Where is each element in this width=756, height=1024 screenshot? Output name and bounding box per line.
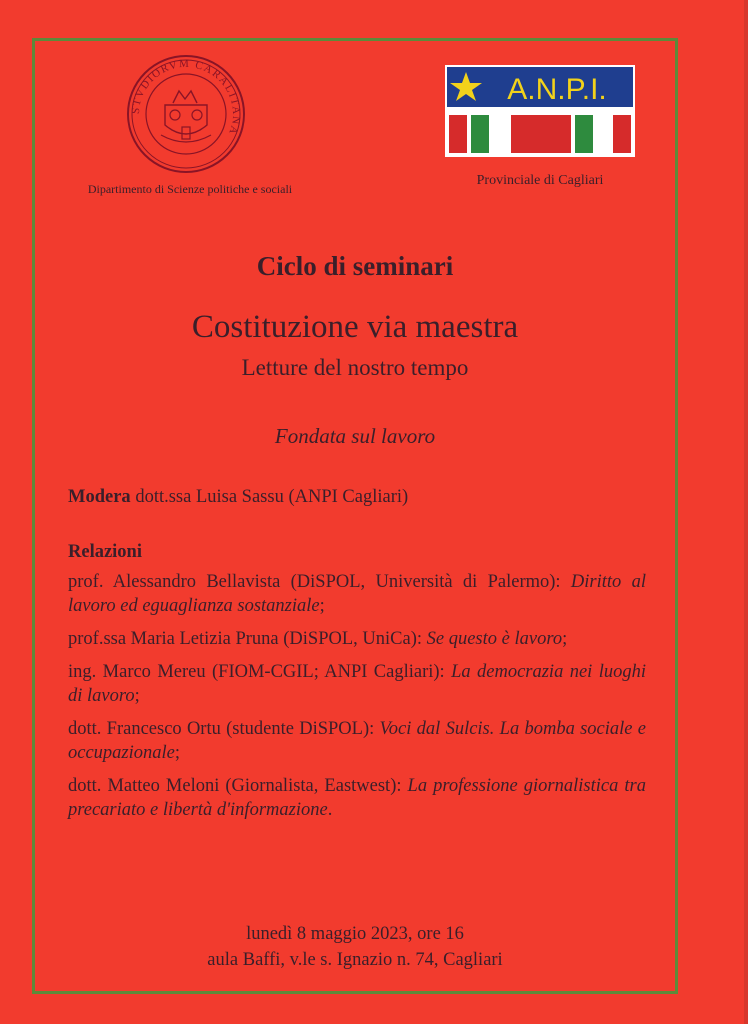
talk-title: Se questo è lavoro: [426, 629, 563, 649]
speakers-list: [68, 570, 646, 831]
anpi-section-label: Provinciale di Cagliari: [476, 173, 604, 188]
event-subtitle: Letture del nostro tempo: [241, 355, 469, 380]
speaker-name: dott. Francesco Ortu (studente DiSPOL):: [68, 719, 380, 739]
talk-title: Diritto al lavoro ed eguaglianza sostanziale: [68, 572, 646, 616]
department-label: Dipartimento di Scienze politiche e sociali: [87, 182, 293, 196]
right-edge-strip: [744, 0, 756, 1024]
anpi-logo-text: A.N.P.I.: [507, 73, 607, 106]
talk-title: La democrazia nei luoghi di lavoro: [68, 662, 646, 706]
seal-text: STVDIORVM CARALITANA: [129, 57, 243, 138]
speaker-name: prof. Alessandro Bellavista (DiSPOL, Università di Palermo):: [68, 572, 571, 592]
event-venue: aula Baffi, v.le s. Ignazio n. 74, Cagliari: [207, 950, 503, 970]
list-item: [68, 627, 646, 651]
anpi-logo: [445, 65, 635, 157]
poster-frame: [32, 38, 678, 994]
moderator-name: dott.ssa Luisa Sassu (ANPI Cagliari): [130, 487, 409, 507]
punctuation: .: [327, 800, 333, 820]
punctuation: ;: [174, 743, 181, 763]
list-item: [68, 717, 646, 765]
event-theme: Fondata sul lavoro: [274, 424, 436, 448]
list-item: [68, 660, 646, 708]
series-heading: Ciclo di seminari: [256, 251, 454, 281]
university-seal-logo: [125, 53, 247, 175]
speaker-name: ing. Marco Mereu (FIOM-CGIL; ANPI Cagliari):: [68, 662, 452, 682]
talks-heading: Relazioni: [68, 542, 142, 562]
event-date: lunedì 8 maggio 2023, ore 16: [246, 924, 464, 944]
speaker-name: dott. Matteo Meloni (Giornalista, Eastwest):: [68, 776, 408, 796]
talk-title: Voci dal Sulcis. La bomba sociale e occupazionale: [68, 719, 646, 763]
speaker-name: prof.ssa Maria Letizia Pruna (DiSPOL, UniCa):: [68, 629, 427, 649]
moderator-label: Modera: [68, 487, 131, 507]
punctuation: ;: [134, 686, 140, 706]
list-item: [68, 774, 646, 822]
punctuation: ;: [562, 629, 568, 649]
list-item: [68, 570, 646, 618]
moderator-line: [68, 485, 646, 509]
event-title: Costituzione via maestra: [191, 309, 519, 345]
talk-title: La professione giornalistica tra precariato e libertà d'informazione: [68, 776, 646, 820]
punctuation: ;: [319, 596, 325, 616]
event-details: [35, 921, 675, 973]
